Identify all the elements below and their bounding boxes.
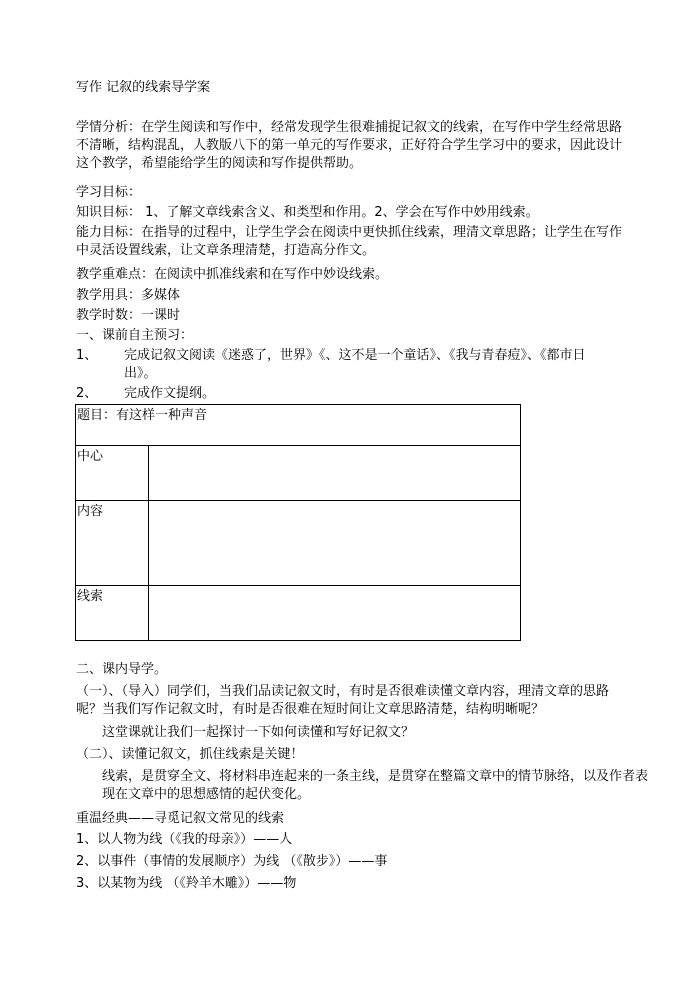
pre-item-text: 完成作文提纲。: [124, 386, 216, 401]
clue-item-2: 2、以事件（事情的发展顺序）为线 （《散步》）——事: [76, 854, 388, 869]
center-answer-cell[interactable]: [149, 446, 521, 501]
table-row: [76, 586, 521, 641]
classic-heading: 重温经典——寻觅记叙文常见的线索: [76, 811, 285, 826]
row-label: 中心: [76, 446, 149, 501]
essay-outline-table: [75, 404, 521, 641]
pre-item-number: 2、: [76, 386, 98, 401]
section-pre-study: 一、课前自主预习：: [76, 328, 194, 343]
page-title: 写作 记叙的线索导学案: [76, 80, 211, 95]
essay-topic-cell: 题目：有这样一种声音: [76, 405, 521, 446]
part2-heading: （二）、读懂记叙文，抓住线索是关键！: [76, 747, 304, 762]
objectives-heading: 学习目标：: [76, 185, 142, 200]
key-points: 教学重难点：在阅读中抓准线索和在写作中妙设线索。: [76, 267, 389, 282]
table-row: [76, 405, 521, 446]
table-row: [76, 446, 521, 501]
teaching-tools: 教学用具：多媒体: [76, 288, 181, 303]
pre-item-number: 1、: [76, 348, 98, 363]
ability-goal: 能力目标：在指导的过程中，让学生学会在阅读中更快抓住线索，理清文章思路；让学生在写作中灵活设置线索，让文章条理清楚，打造高分作文。: [76, 225, 623, 258]
row-label: 内容: [76, 501, 149, 586]
learning-analysis: 学情分析：在学生阅读和写作中，经常发现学生很难捕捉记叙文的线索，在写作中学生经常思路不清晰，结构混乱，人教版八下的第一单元的写作要求，正好符合学生学习中的要求，因此设计这个教学，希望能给学生的阅读和写作提供帮助。: [76, 120, 623, 171]
section-in-class: 二、课内导学。: [76, 662, 168, 677]
content-answer-cell[interactable]: [149, 501, 521, 586]
row-label: 线索: [76, 586, 149, 641]
clue-item-1: 1、以人物为线（《我的母亲》）——人: [76, 832, 293, 847]
clue-item-3: 3、以某物为线 （《羚羊木雕》）——物: [76, 876, 297, 891]
pre-item-text: 完成记叙文阅读《迷惑了，世界》《、这不是一个童话》、《我与青春痘》、《都市日: [124, 348, 586, 363]
table-row: [76, 501, 521, 586]
knowledge-goal: 知识目标： 1、了解文章线索含义、和类型和作用。2、学会在写作中妙用线索。: [76, 205, 539, 220]
intro-paragraph: （一）、（导入）同学们，当我们品读记叙文时，有时是否很难读懂文章内容，理清文章的思路呢？当我们写作记叙文时，有时是否很难在短时间让文章思路清楚，结构明晰呢？: [76, 684, 610, 717]
pre-item-text-cont: 出》。: [124, 366, 157, 381]
teaching-hours: 教学时数：一课时: [76, 308, 181, 323]
intro-question: 这堂课就让我们一起探讨一下如何读懂和写好记叙文？: [102, 725, 415, 740]
clue-answer-cell[interactable]: [149, 586, 521, 641]
clue-definition: 线索，是贯穿全文、将材料串连起来的一条主线，是贯穿在整篇文章中的情节脉络，以及作者表现在文章中的思想感情的起伏变化。: [102, 769, 649, 802]
